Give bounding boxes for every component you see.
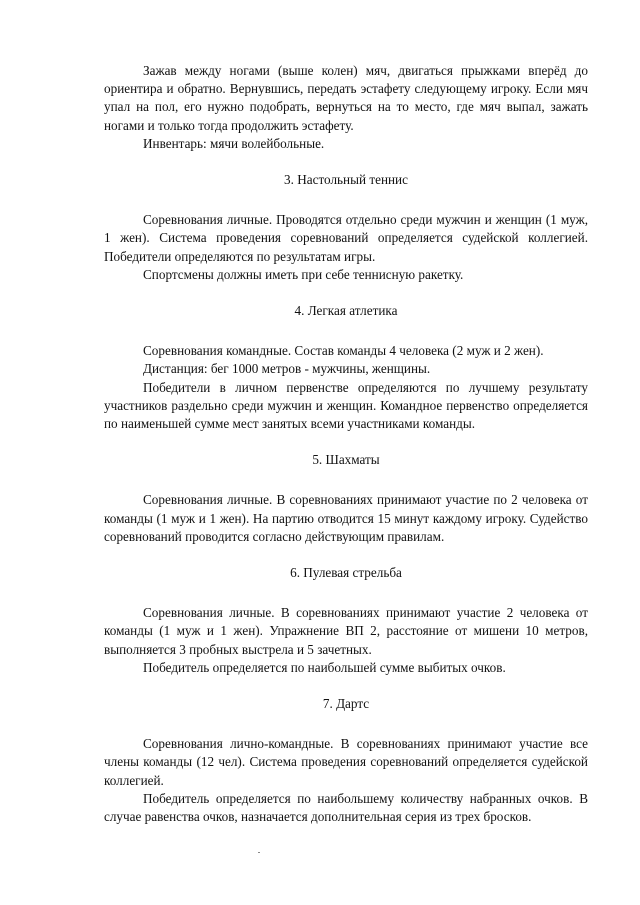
section-title: 3. Настольный теннис: [284, 172, 408, 188]
paragraph: Соревнования личные. В соревнованиях принимают участие по 2 человека от команды (1 муж и 1 жен). На партию отводится 15 минут каждому игроку. Судейство соревнований проводится согласно действующим правилам.: [104, 492, 588, 544]
paragraph: Спортсмены должны иметь при себе теннисную ракетку.: [143, 266, 464, 282]
paragraph: Соревнования лично-командные. В соревнованиях принимают участие все члены команды (12 чел). Система проведения соревнований определяется судейской коллегией.: [104, 736, 588, 788]
paragraph: Победители в личном первенстве определяются по лучшему результату участников раздельно среди мужчин и женщин. Командное первенство определяется по наименьшей сумме мест занятых всеми участниками команды.: [104, 379, 588, 432]
paragraph: Победитель определяется по наибольшему количеству набранных очков. В случае равенства очков, назначается дополнительная серия из трех бросков.: [104, 790, 588, 825]
section-title: 6. Пулевая стрельба: [290, 565, 402, 581]
paragraph: Зажав между ногами (выше колен) мяч, двигаться прыжками вперёд до ориентира и обратно. Вернувшись, передать эстафету следующему игроку. Если мяч упал на пол, его нужно подобрать, вернуться на то место, где мяч выпал, зажать ногами и только тогда продолжить эстафету.: [104, 63, 588, 133]
section-title: 7. Дартс: [322, 696, 370, 712]
paragraph: Инвентарь: мячи волейбольные.: [143, 135, 325, 151]
section-title: 4. Легкая атлетика: [294, 303, 398, 319]
section-darts: [104, 695, 588, 826]
section-chess: [104, 451, 588, 546]
intro-block: [104, 62, 588, 153]
paragraph: Соревнования личные. Проводятся отдельно среди мужчин и женщин (1 муж, 1 жен). Система проведения соревнований определяется судейской коллегией. Победители определяются по результатам игры.: [104, 212, 588, 264]
paragraph: Соревнования личные. В соревнованиях принимают участие 2 человека от команды (1 муж и 1 жен). Упражнение ВП 2, расстояние от мишени 10 метров, выполняется 3 пробных выстрела и 5 зачетных.: [104, 605, 588, 657]
document-body: [104, 62, 588, 826]
section-shooting: [104, 564, 588, 677]
paragraph: Победитель определяется по наибольшей сумме выбитых очков.: [143, 659, 506, 675]
section-table-tennis: [104, 171, 588, 284]
paragraph: Соревнования командные. Состав команды 4 человека (2 муж и 2 жен).: [143, 343, 544, 359]
paragraph: Дистанция: бег 1000 метров - мужчины, женщины.: [143, 361, 431, 377]
section-athletics: [104, 302, 588, 433]
section-title: 5. Шахматы: [312, 452, 380, 468]
scan-speck: [258, 852, 260, 853]
